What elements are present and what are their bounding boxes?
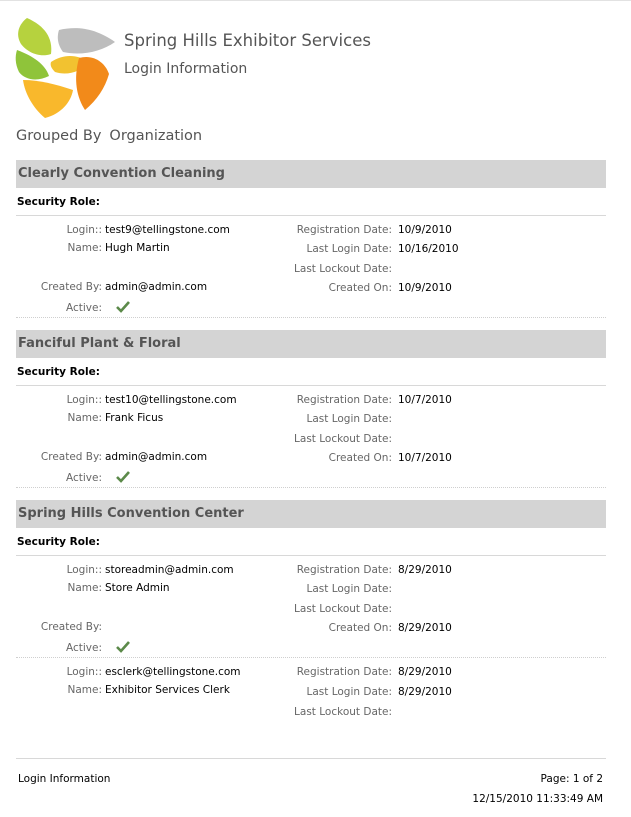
last-login-date-value: 8/29/2010 (398, 686, 452, 698)
name-value: Exhibitor Services Clerk (105, 684, 230, 696)
name-value: Hugh Martin (105, 242, 170, 254)
record-divider (16, 487, 606, 488)
record-divider (16, 657, 606, 658)
registration-date-value: 10/9/2010 (398, 224, 452, 236)
divider (16, 555, 606, 556)
created-on-label: Created On: (328, 622, 392, 634)
group-section (16, 500, 606, 718)
last-login-date-label: Last Login Date: (306, 583, 392, 595)
report-title: Login Information (124, 61, 248, 77)
check-icon (116, 641, 130, 653)
name-label: Name: (67, 582, 102, 594)
last-login-date-label: Last Login Date: (306, 413, 392, 425)
registration-date-value: 8/29/2010 (398, 666, 452, 678)
group-header: Fanciful Plant & Floral (16, 330, 606, 358)
group-header: Spring Hills Convention Center (16, 500, 606, 528)
name-value: Store Admin (105, 582, 170, 594)
created-on-label: Created On: (328, 452, 392, 464)
login-label: Login:: (66, 224, 102, 236)
login-label: Login:: (66, 666, 102, 678)
company-name: Spring Hills Exhibitor Services (124, 31, 371, 50)
created-by-value: admin@admin.com (105, 451, 208, 463)
created-on-value: 10/7/2010 (398, 452, 452, 464)
created-by-label: Created By: (40, 451, 102, 463)
page-number: Page: 1 of 2 (540, 773, 603, 785)
divider (16, 215, 606, 216)
created-by-value: admin@admin.com (105, 281, 208, 293)
login-value: test9@tellingstone.com (105, 224, 230, 236)
name-label: Name: (67, 242, 102, 254)
login-label: Login:: (66, 394, 102, 406)
group-header: Clearly Convention Cleaning (16, 160, 606, 188)
footer-divider (16, 758, 606, 759)
security-role-label: Security Role: (17, 536, 100, 548)
name-label: Name: (67, 684, 102, 696)
group-section (16, 160, 606, 314)
footer-report-title: Login Information (18, 773, 111, 785)
name-value: Frank Ficus (105, 412, 164, 424)
security-role-label: Security Role: (17, 366, 100, 378)
name-label: Name: (67, 412, 102, 424)
registration-date-label: Registration Date: (296, 666, 392, 678)
last-login-date-label: Last Login Date: (306, 686, 392, 698)
last-login-date-label: Last Login Date: (306, 243, 392, 255)
created-by-label: Created By: (40, 621, 102, 633)
created-by-label: Created By: (40, 281, 102, 293)
active-label: Active: (65, 472, 102, 484)
grouped-by (16, 128, 202, 144)
registration-date-value: 10/7/2010 (398, 394, 452, 406)
record-divider (16, 317, 606, 318)
security-role-label: Security Role: (17, 196, 100, 208)
registration-date-label: Registration Date: (296, 564, 392, 576)
last-lockout-date-label: Last Lockout Date: (294, 433, 392, 445)
last-lockout-date-label: Last Lockout Date: (294, 263, 392, 275)
last-login-date-value: 10/16/2010 (398, 243, 459, 255)
check-icon (116, 301, 130, 313)
grouped-by-label: Grouped By (16, 128, 102, 144)
login-value: test10@tellingstone.com (105, 394, 237, 406)
created-on-value: 8/29/2010 (398, 622, 452, 634)
created-on-label: Created On: (328, 282, 392, 294)
divider (16, 385, 606, 386)
group-section (16, 330, 606, 484)
login-label: Login:: (66, 564, 102, 576)
login-value: storeadmin@admin.com (105, 564, 234, 576)
printed-timestamp: 12/15/2010 11:33:49 AM (472, 793, 603, 805)
last-lockout-date-label: Last Lockout Date: (294, 603, 392, 615)
active-label: Active: (65, 642, 102, 654)
last-lockout-date-label: Last Lockout Date: (294, 706, 392, 718)
registration-date-value: 8/29/2010 (398, 564, 452, 576)
company-logo (15, 18, 117, 118)
login-value: esclerk@tellingstone.com (105, 666, 241, 678)
registration-date-label: Registration Date: (296, 224, 392, 236)
active-label: Active: (65, 302, 102, 314)
top-border (0, 0, 631, 1)
created-on-value: 10/9/2010 (398, 282, 452, 294)
grouped-by-value: Organization (109, 128, 203, 144)
check-icon (116, 471, 130, 483)
registration-date-label: Registration Date: (296, 394, 392, 406)
